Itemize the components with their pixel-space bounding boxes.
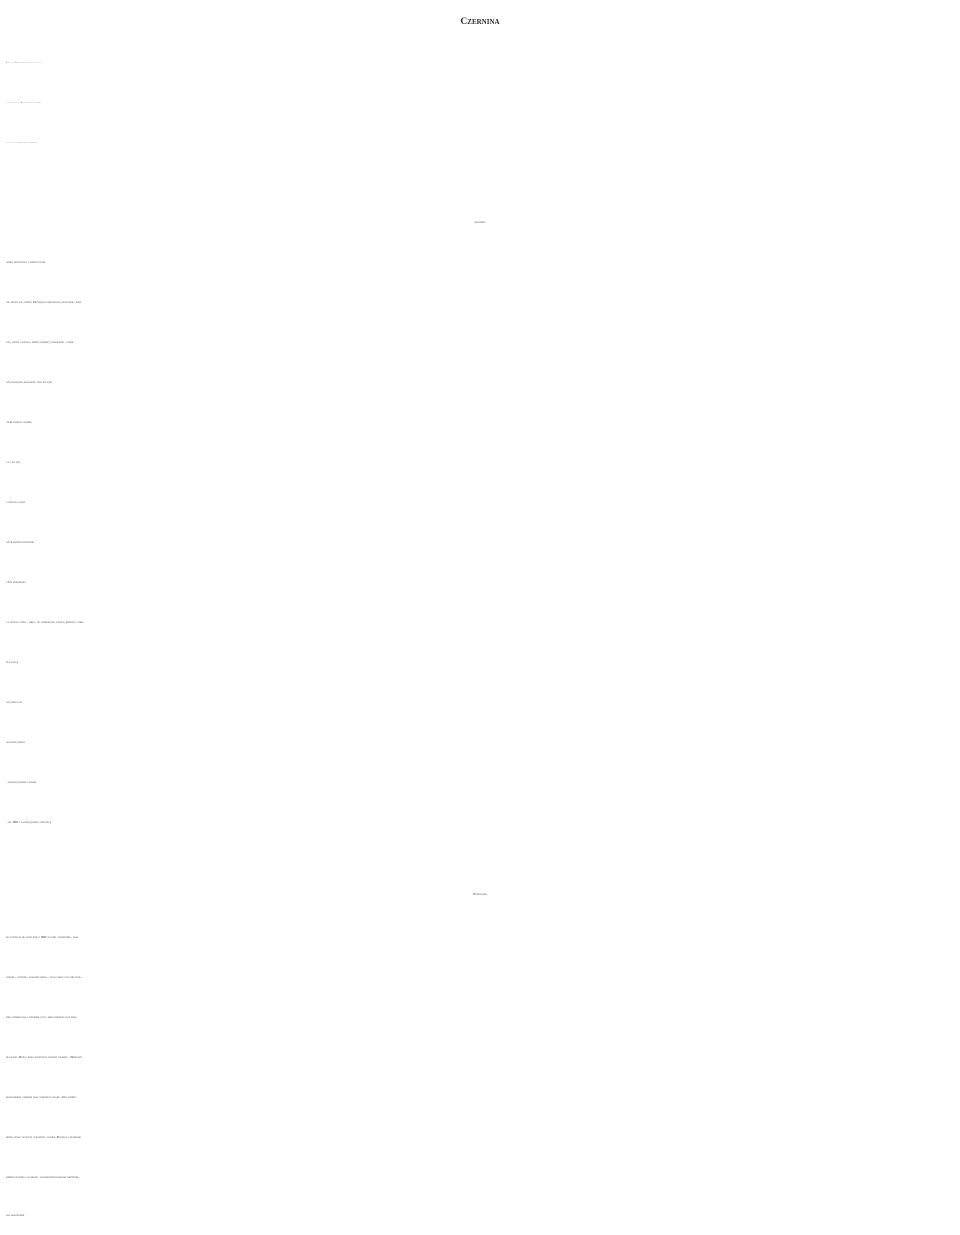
ingredient-line: -2 łyżki octu: [6, 700, 23, 704]
method-line: chewkę , czosnek , kawałek selera , dolać krew z kaczki wcze-: [6, 975, 82, 979]
recipe-title: Czernina: [460, 17, 500, 27]
method-line: ziemniaczanymi, łazankami , kładzionymi kluskami pszennymi ,: [6, 1175, 80, 1179]
method-line: śniej wymieszaną z odrobiną octu i mąki pszennej oraz ziem-: [6, 1015, 78, 1019]
ingredient-line: -1 czubata łyżka , mąki , do wymieszania z krwia (pszenna i zmie-: [6, 620, 85, 624]
method-heading: Wykonanie:: [472, 892, 488, 896]
method-line: do gotującej się wody dodać 300g kaczki , pietruszkę , mak-: [6, 935, 79, 939]
ingredient-line: -krew spuszczona z jednej kaczki: [6, 260, 46, 264]
method-line: majerankiem, cząbrem oraz cukrem do smaku. Jeśli lubimy,: [6, 1095, 77, 1099]
ingredient-line: -kawałek selera: [6, 740, 26, 744]
ingredient-line: -2-3 korzeni pietruszki: [6, 540, 34, 544]
ingredient-line: - ok. 300 g kaczki (według uznania): [6, 820, 51, 824]
ingredient-line: -2 opakowania makaronu typu kogucik: [6, 380, 53, 384]
ingredient-line: niaczana): [6, 660, 18, 664]
method-line: lub makaronem .: [6, 1213, 26, 1217]
intro-line: -kwaśno, z wyraźnym aromatem ziół i suszu owocowego.: [6, 143, 37, 144]
method-line: można dodać szczyptę cynamonu i wanilii. Podawać z kluskami: [6, 1135, 81, 1139]
intro-line: na też czarną polewką, na Kujawach przyrządzana na słodko-: [6, 103, 41, 104]
ingredient-line: ang, listek laurowy, pieprz ziarnisty, majeranek , cząbr: [6, 340, 74, 344]
intro-line: Znana na całym Pomorzu sztandarowa zupa z kaczej krwi, zwa-: [6, 63, 41, 64]
ingredient-line: -do smaku sól, pieprz, Przyprawa uniwersalna kucharek., ziele: [6, 300, 82, 304]
ingredient-line: -3-5 marchewka: [6, 580, 27, 584]
method-line: niaczanej. Dodać kilka suszonych gruszek i śliwek, . Doprawić: [6, 1055, 83, 1059]
ingredient-line: -5-6 zabków czosnku: [6, 420, 32, 424]
ingredient-line: -1,3 litra wody: [6, 500, 26, 504]
ingredient-line: -1 cały por: [6, 460, 21, 464]
ingredients-heading: składniki:: [474, 220, 486, 224]
ingredient-line: - suszone gruszki i śliwki: [6, 780, 36, 784]
